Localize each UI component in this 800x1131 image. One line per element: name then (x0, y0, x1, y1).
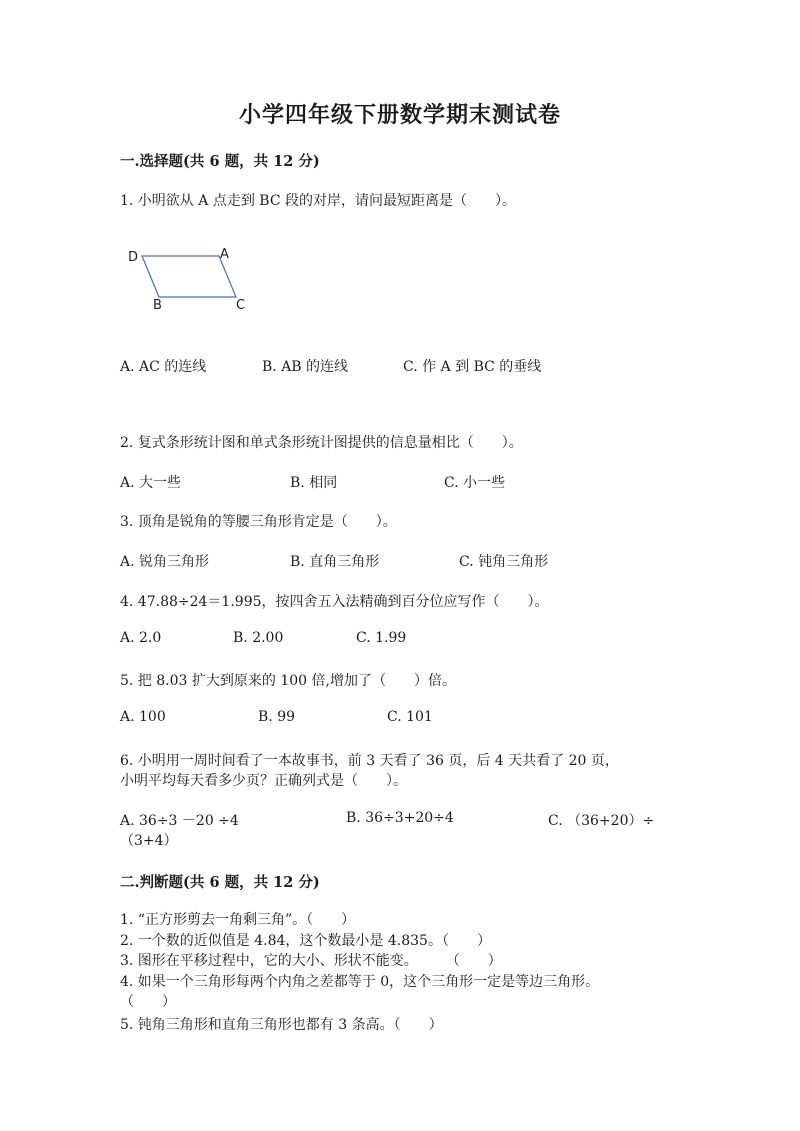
question-5-text: 5. 把 8.03 扩大到原来的 100 倍,增加了（ ）倍。 (120, 673, 456, 689)
section2-heading: 二.判断题(共 6 题，共 12 分) (120, 874, 320, 891)
question-3-option-b: B. 直角三角形 (290, 554, 380, 570)
question-3-text: 3. 顶角是锐角的等腰三角形肯定是（ ）。 (120, 514, 397, 530)
question-6-option-b: B. 36÷3+20÷4 (346, 810, 454, 826)
question-4-option-b: B. 2.00 (233, 630, 284, 646)
parallelogram-figure (124, 240, 264, 315)
judgment-item-5: 5. 钝角三角形和直角三角形也都有 3 条高。（ ） (120, 1017, 443, 1033)
judgment-item-1: 1. “正方形剪去一角剩三角”。（ ） (120, 912, 356, 928)
label-c: C (236, 298, 246, 313)
label-b: B (153, 298, 162, 313)
parallelogram-shape (142, 256, 236, 297)
exam-title: 小学四年级下册数学期末测试卷 (238, 102, 561, 128)
question-1-text: 1. 小明欲从 A 点走到 BC 段的对岸，请问最短距离是（ ）。 (120, 193, 516, 209)
judgment-item-3: 3. 图形在平移过程中，它的大小、形状不能变。 （ ） (120, 953, 502, 969)
question-2-option-c: C. 小一些 (444, 475, 506, 491)
label-a: A (220, 247, 229, 262)
question-6-option-c-continued: （3+4） (120, 833, 178, 849)
question-4-option-c: C. 1.99 (356, 630, 407, 646)
question-2-option-a: A. 大一些 (120, 475, 182, 491)
question-3-option-a: A. 锐角三角形 (120, 554, 210, 570)
question-6-text-line2: 小明平均每天看多少页？正确列式是（ ）。 (120, 773, 407, 789)
question-5-option-c: C. 101 (387, 709, 433, 725)
judgment-item-4-answer: （ ） (120, 994, 176, 1010)
judgment-item-2: 2. 一个数的近似值是 4.84，这个数最小是 4.835。（ ） (120, 933, 491, 949)
question-2-text: 2. 复式条形统计图和单式条形统计图提供的信息量相比（ ）。 (120, 435, 523, 451)
judgment-item-4: 4. 如果一个三角形每两个内角之差都等于 0，这个三角形一定是等边三角形。 (120, 974, 600, 990)
section1-heading: 一.选择题(共 6 题，共 12 分) (120, 153, 320, 170)
question-6-option-a: A. 36÷3 －20 ÷4 (120, 813, 239, 829)
question-1-option-c: C. 作 A 到 BC 的垂线 (403, 359, 542, 375)
question-6-option-c: C. （36+20）÷ (548, 813, 655, 829)
question-1-option-b: B. AB 的连线 (262, 359, 349, 375)
question-4-text: 4. 47.88÷24＝1.995，按四舍五入法精确到百分位应写作（ ）。 (120, 594, 549, 610)
question-2-option-b: B. 相同 (290, 475, 338, 491)
question-6-text-line1: 6. 小明用一周时间看了一本故事书，前 3 天看了 36 页，后 4 天共看了 20 页， (120, 753, 619, 769)
question-4-option-a: A. 2.0 (120, 630, 162, 646)
question-3-option-c: C. 钝角三角形 (459, 554, 549, 570)
question-1-option-a: A. AC 的连线 (120, 359, 207, 375)
question-5-option-b: B. 99 (258, 709, 296, 725)
question-5-option-a: A. 100 (120, 709, 166, 725)
label-d: D (128, 250, 139, 265)
